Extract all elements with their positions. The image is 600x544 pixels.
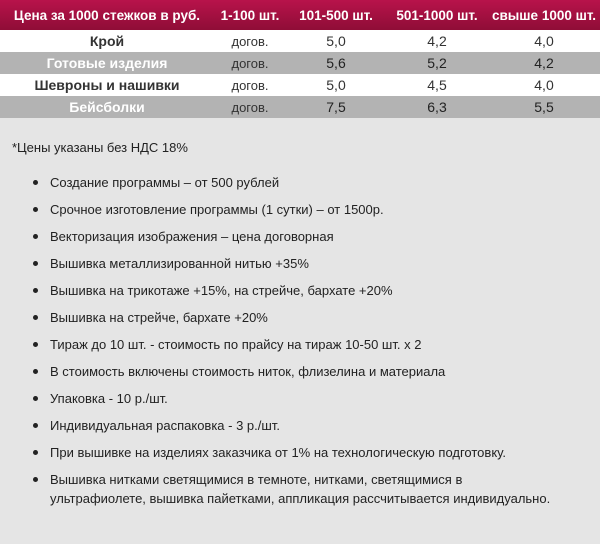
list-item-text: При вышивке на изделиях заказчика от 1% на технологическую подготовку.: [50, 445, 506, 460]
cell-501-1000: 4,2: [386, 30, 488, 52]
list-item-text: Вышивка нитками светящимися в темноте, нитками, светящимися в ультрафиолете, вышивка пайетками, аппликация рассчитывается индивидуально.: [50, 472, 551, 506]
list-item: [0, 470, 600, 508]
list-item-text: Вышивка на трикотаже +15%, на стрейче, бархате +20%: [50, 283, 393, 298]
cell-101-500: 7,5: [286, 96, 386, 118]
header-price-per-1000: Цена за 1000 стежков в руб.: [0, 0, 214, 30]
row-name: Бейсболки: [0, 96, 214, 118]
bullet-icon: [33, 288, 38, 293]
bullet-icon: [33, 477, 38, 482]
cell-over-1000: 4,0: [488, 30, 600, 52]
cell-1-100: догов.: [214, 52, 286, 74]
bullet-icon: [33, 234, 38, 239]
list-item-text: Упаковка - 10 р./шт.: [50, 391, 168, 406]
vat-note: *Цены указаны без НДС 18%: [12, 140, 188, 155]
list-item-text: Тираж до 10 шт. - стоимость по прайсу на тираж 10-50 шт. х 2: [50, 337, 422, 352]
list-item: [0, 281, 600, 300]
cell-501-1000: 5,2: [386, 52, 488, 74]
row-name: Шевроны и нашивки: [0, 74, 214, 96]
bullet-icon: [33, 396, 38, 401]
row-name: Крой: [0, 30, 214, 52]
cell-501-1000: 4,5: [386, 74, 488, 96]
list-item-text: Векторизация изображения – цена договорная: [50, 229, 334, 244]
list-item-text: В стоимость включены стоимость ниток, флизелина и материала: [50, 364, 446, 379]
table-header-row: [0, 0, 600, 30]
cell-1-100: догов.: [214, 96, 286, 118]
cell-501-1000: 6,3: [386, 96, 488, 118]
cell-1-100: догов.: [214, 30, 286, 52]
table-row: [0, 52, 600, 74]
list-item: [0, 416, 600, 435]
list-item-text: Вышивка металлизированной нитью +35%: [50, 256, 309, 271]
cell-101-500: 5,6: [286, 52, 386, 74]
table-row: [0, 30, 600, 52]
header-over-1000: свыше 1000 шт.: [488, 0, 600, 30]
bullet-icon: [33, 207, 38, 212]
cell-101-500: 5,0: [286, 74, 386, 96]
bullet-icon: [33, 315, 38, 320]
list-item-text: Индивидуальная распаковка - 3 р./шт.: [50, 418, 280, 433]
cell-over-1000: 4,2: [488, 52, 600, 74]
bullet-icon: [33, 342, 38, 347]
list-item-text: Создание программы – от 500 рублей: [50, 175, 280, 190]
cell-101-500: 5,0: [286, 30, 386, 52]
price-table: [0, 0, 600, 118]
list-item: [0, 443, 600, 462]
header-1-100: 1-100 шт.: [214, 0, 286, 30]
list-item: [0, 227, 600, 246]
table-row: [0, 74, 600, 96]
header-501-1000: 501-1000 шт.: [386, 0, 488, 30]
row-name: Готовые изделия: [0, 52, 214, 74]
list-item: [0, 200, 600, 219]
list-item: [0, 389, 600, 408]
list-item: [0, 362, 600, 381]
list-item: [0, 254, 600, 273]
bullet-icon: [33, 180, 38, 185]
bullet-icon: [33, 423, 38, 428]
list-item: [0, 308, 600, 327]
header-101-500: 101-500 шт.: [286, 0, 386, 30]
cell-over-1000: 5,5: [488, 96, 600, 118]
list-item-text: Срочное изготовление программы (1 сутки) – от 1500р.: [50, 202, 384, 217]
cell-1-100: догов.: [214, 74, 286, 96]
list-item: [0, 335, 600, 354]
list-item: [0, 173, 600, 192]
bullet-icon: [33, 261, 38, 266]
table-row: [0, 96, 600, 118]
list-item-text: Вышивка на стрейче, бархате +20%: [50, 310, 268, 325]
cell-over-1000: 4,0: [488, 74, 600, 96]
features-list: [0, 173, 600, 508]
bullet-icon: [33, 450, 38, 455]
bullet-icon: [33, 369, 38, 374]
